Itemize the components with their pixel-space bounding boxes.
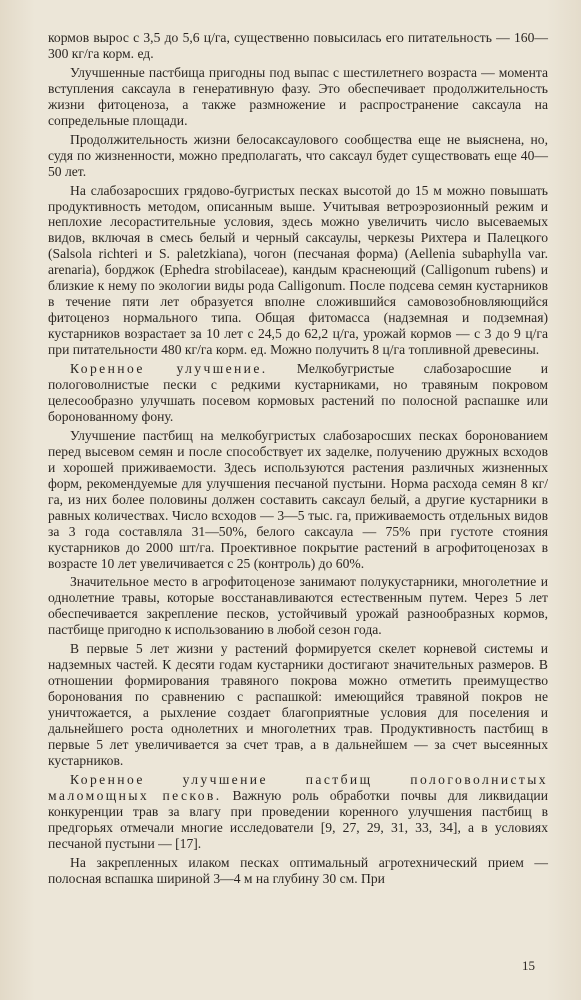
paragraph: кормов вырос с 3,5 до 5,6 ц/га, существенно повысилась его питательность — 160—300 кг/га корм. ед. xyxy=(48,30,548,61)
paragraph-body: Мелкобугристые слабозаросшие и пологоволнистые пески с редкими кустарниками, но травяным покровом целесообразно улучшать посевом кормовых растений по полосной распашке или боронованному фону. xyxy=(48,361,548,424)
paragraph xyxy=(48,772,548,852)
paragraph: На закрепленных илаком песках оптимальный агротехнический прием — полосная вспашка шириной 3—4 м на глубину 30 см. При xyxy=(48,854,548,886)
paragraph: Улучшение пастбищ на мелкобугристых слабозаросших песках боронованием перед высевом семян и после способствует их заделке, получению дружных всходов и хорошей приживаемости. Здесь используются растения различных жизненных форм, рекомендуемые для улучшения песчаной пустыни. Норма расхода семян 8 кг/га, из них более половины должен составить саксаул белый, а другие кустарники в равных количествах. Число всходов — 3—5 тыс. га, приживаемость отдельных видов за 3 года составляла 31—50%, белого саксаула — 75% при густоте стояния кустарников до 2000 шт/га. Проективное покрытие растений в агрофитоценозах в возрасте 10 лет увеличивается с 25 (контроль) до 60%. xyxy=(48,427,548,571)
paragraph: Улучшенные пастбища пригодны под выпас с шестилетнего возраста — момента вступления саксаула в генеративную фазу. Это обеспечивает продолжительность жизни фитоценоза, а также размножение и распространение саксаула на сопредельные площади. xyxy=(48,64,548,128)
paragraph xyxy=(48,361,548,425)
paragraph: Продолжительность жизни белосаксаулового сообщества еще не выяснена, но, судя по жизненности, можно предполагать, что саксаул будет существовать еще 40—50 лет. xyxy=(48,131,548,179)
paragraph: В первые 5 лет жизни у растений формируется скелет корневой системы и надземных частей. К десяти годам кустарники достигают значительных размеров. В отношении формирования травяного покрова можно отметить преимущество боронования по сравнению с распашкой: имеющийся травяной покров не уничтожается, а рыхление создает благоприятные условия для поселения и дальнейшего роста однолетних и многолетних трав. Продуктивность пастбищ в первые 5 лет увеличивается за счет трав, а в дальнейшем — за счет высеянных кустарников. xyxy=(48,641,548,768)
page-number: 15 xyxy=(522,958,535,973)
paragraph: Значительное место в агрофитоценозе занимают полукустарники, многолетние и однолетние травы, которые восстанавливаются естественным путем. Через 5 лет обеспечивается закрепление песков, устойчивый урожай разнообразных кормов, пастбище пригодно к использованию в любой сезон года. xyxy=(48,574,548,638)
section-heading: Коренное улучшение. xyxy=(70,361,268,377)
paragraph: На слабозаросших грядово-бугристых песках высотой до 15 м можно повышать продуктивность методом, описанным выше. Учитывая ветроэрозионный режим и неплохие лесорастительные условия, здесь можно увеличить число высеваемых видов, включая в смесь белый и черный саксаулы, черкезы Рихтера и Палецкого (Salsola richteri и S. paletzkiana), чогон (песчаная форма) (Aellenia subaphylla var. arenaria), борджок (Ephedra strobilaceae), кандым краснеющий (Calligonum rubens) и близкие к нему по экологии виды рода Calligonum. После подсева семян кустарников в течение пяти лет образуется вполне сложившийся самовозобновляющийся фитоценоз нормального типа. Общая фитомасса (надземная и подземная) кустарников возрастает за 10 лет с 24,5 до 62,2 ц/га, урожай кормов — с 3 до 9 ц/га при питательности 480 кг/га корм. ед. Можно получить 8 ц/га топливной древесины. xyxy=(48,182,548,358)
paragraph-body: Важную роль обработки почвы для ликвидации конкуренции трав за влагу при проведении коренного улучшения пастбищ в предгорьях отмечали многие исследователи [9, 27, 29, 31, 33, 34], а в условиях песчаной пустыни — [17]. xyxy=(48,787,548,851)
page-text-block xyxy=(48,30,548,887)
section-heading: Коренное улучшение пастбищ пологоволнистых маломощных песков. xyxy=(48,771,548,803)
